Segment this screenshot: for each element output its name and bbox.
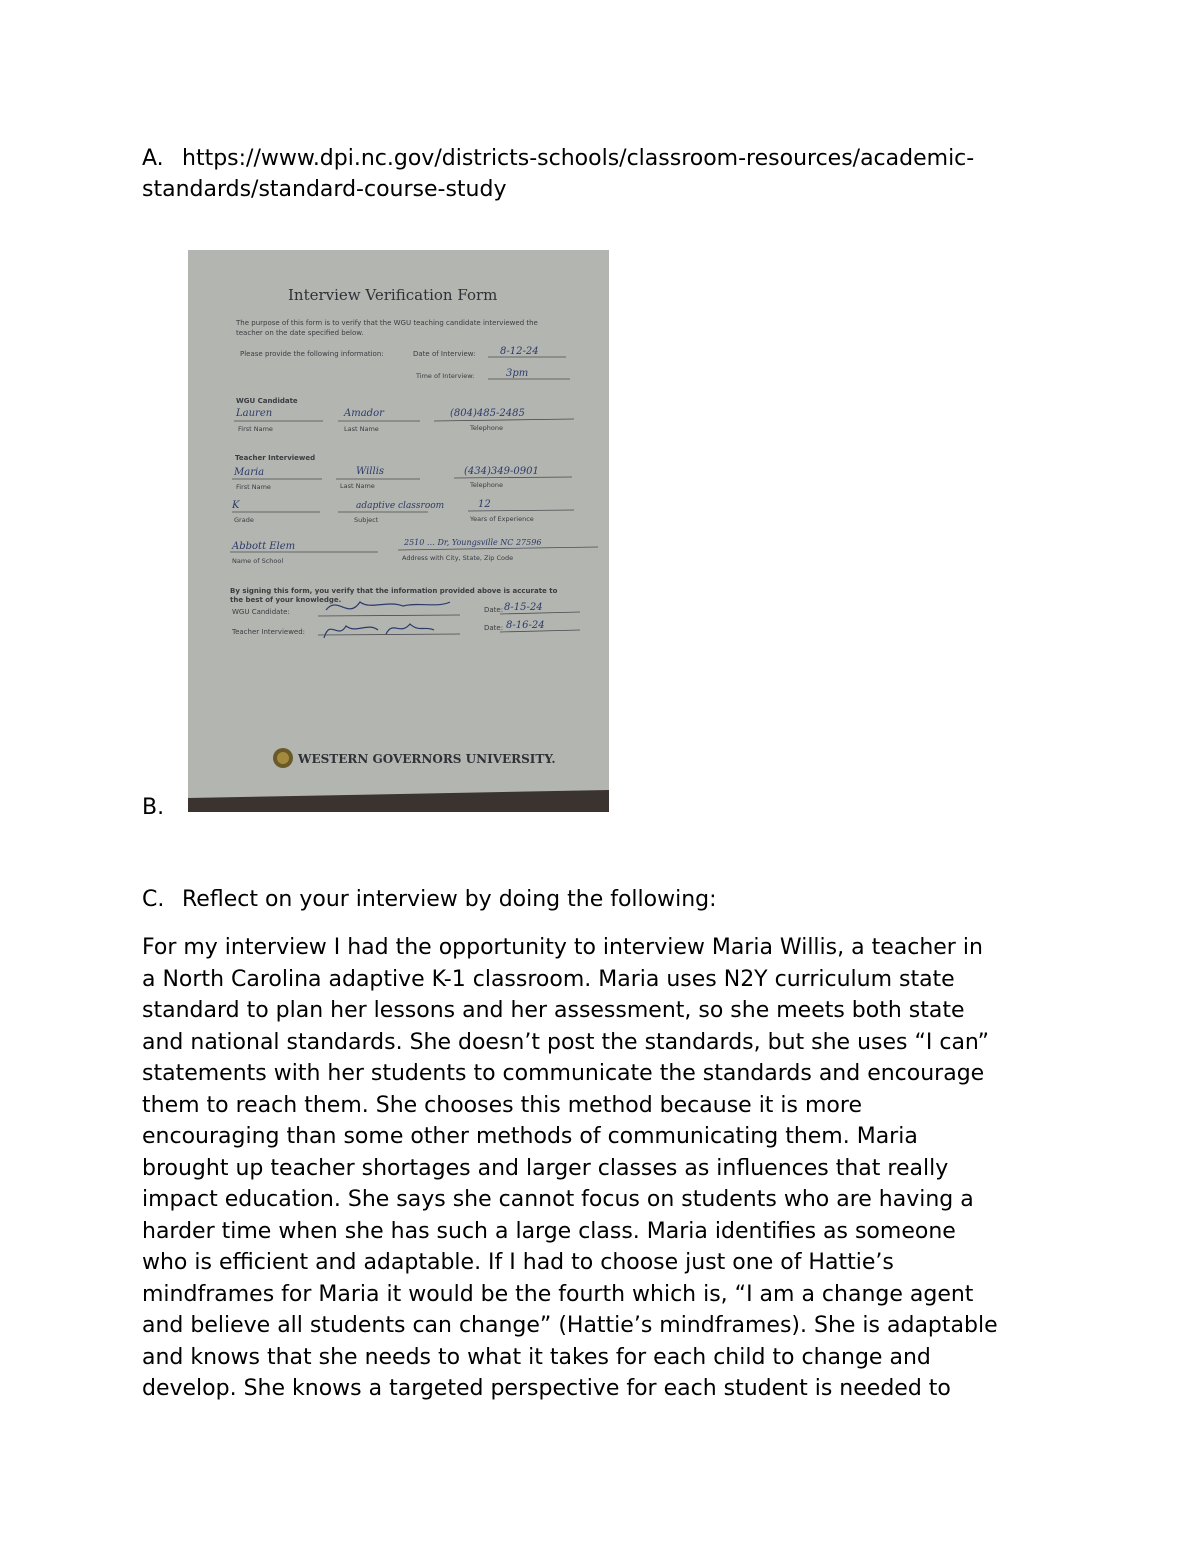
candidate-signature-date: 8-15-24 [504, 602, 543, 613]
teacher-date-label: Date: [484, 624, 504, 632]
teacher-signature-label: Teacher Interviewed: [232, 628, 306, 636]
date-of-interview-label: Date of Interview: [413, 350, 476, 358]
candidate-last-name-label: Last Name [344, 425, 379, 433]
teacher-telephone: (434)349-0901 [464, 466, 539, 477]
teacher-first-name-label: First Name [236, 483, 271, 491]
teacher-signature-date: 8-16-24 [506, 620, 545, 631]
teacher-telephone-label: Telephone [470, 481, 504, 489]
teacher-first-name: Maria [234, 467, 265, 478]
subject-value: adaptive classroom [356, 501, 445, 511]
years-value: 12 [478, 499, 491, 510]
wgu-candidate-signature-label: WGU Candidate: [232, 608, 290, 616]
form-photo-svg [188, 250, 609, 812]
candidate-first-name: Lauren [236, 408, 273, 419]
verify-text-1: By signing this form, you verify that the information provided above is accurate to [230, 587, 558, 595]
candidate-date-label: Date: [484, 606, 504, 614]
verify-text-2: the best of your knowledge. [230, 596, 342, 604]
date-of-interview-value: 8-12-24 [500, 346, 539, 357]
reflection-line: For my interview I had the opportunity to interview Maria Willis, a teacher in [142, 935, 983, 960]
subject-label: Subject [354, 516, 379, 524]
reflection-line: impact education. She says she cannot focus on students who are having a [142, 1187, 974, 1212]
interview-verification-form-photo [188, 250, 609, 812]
section-c-heading-line [142, 884, 717, 916]
candidate-first-name-label: First Name [238, 425, 273, 433]
reflection-line: harder time when she has such a large class. Maria identifies as someone [142, 1218, 956, 1244]
reflection-line: statements with her students to communicate the standards and encourage [142, 1061, 985, 1086]
time-of-interview-label: Time of Interview: [416, 372, 475, 380]
reflection-line: brought up teacher shortages and larger classes as influences that really [142, 1155, 949, 1181]
reflection-line: mindframes for Maria it would be the fourth which is, “I am a change agent [142, 1281, 974, 1307]
candidate-telephone: (804)485-2485 [450, 408, 525, 419]
section-c-marker: C. [142, 887, 165, 912]
grade-value: K [232, 500, 240, 511]
address-value: 2510 … Dr, Youngsville NC 27596 [404, 538, 542, 547]
reflection-line: them to reach them. She chooses this method because it is more [142, 1092, 862, 1118]
form-title: Interview Verification Form [288, 286, 498, 304]
section-c-heading: Reflect on your interview by doing the following: [182, 887, 717, 912]
candidate-last-name: Amador [344, 408, 384, 419]
school-label: Name of School [232, 557, 284, 565]
reflection-line: and knows that she needs to what it takes for each child to change and [142, 1344, 931, 1370]
section-a-marker: A. [142, 146, 164, 171]
standards-url-part-2[interactable]: standards/standard-course-study [142, 177, 507, 202]
candidate-telephone-label: Telephone [470, 424, 504, 432]
form-provide-info: Please provide the following information: [240, 350, 384, 358]
form-purpose-1: The purpose of this form is to verify that the WGU teaching candidate interviewed the [236, 319, 538, 327]
section-b-marker: B. [142, 795, 165, 820]
reflection-line: encouraging than some other methods of communicating them. Maria [142, 1124, 918, 1149]
wgu-candidate-heading: WGU Candidate [236, 397, 298, 405]
teacher-last-name-label: Last Name [340, 482, 375, 490]
time-of-interview-value: 3pm [506, 368, 529, 379]
reflection-line: develop. She knows a targeted perspective for each student is needed to [142, 1376, 951, 1401]
years-label: Years of Experience [470, 515, 534, 523]
wgu-logo-text: WESTERN GOVERNORS UNIVERSITY. [298, 752, 556, 766]
reflection-line: standard to plan her lessons and her assessment, so she meets both state [142, 998, 965, 1023]
teacher-last-name: Willis [356, 466, 385, 477]
teacher-interviewed-heading: Teacher Interviewed [235, 454, 316, 462]
reflection-paragraph [142, 932, 1072, 1405]
address-label: Address with City, State, Zip Code [402, 554, 514, 562]
reflection-line: and believe all students can change” (Hattie’s mindframes). She is adaptable [142, 1313, 998, 1338]
grade-label: Grade [234, 516, 254, 524]
school-value: Abbott Elem [232, 541, 296, 552]
section-a-line-1 [142, 143, 974, 175]
form-purpose-2: teacher on the date specified below. [236, 329, 364, 337]
reflection-line: and national standards. She doesn’t post the standards, but she uses “I can” [142, 1029, 990, 1055]
standards-url-part-1[interactable]: https://www.dpi.nc.gov/districts-schools/classroom-resources/academic- [182, 146, 975, 171]
reflection-line: who is efficient and adaptable. If I had to choose just one of Hattie’s [142, 1250, 894, 1275]
reflection-line: a North Carolina adaptive K-1 classroom. Maria uses N2Y curriculum state [142, 966, 955, 992]
